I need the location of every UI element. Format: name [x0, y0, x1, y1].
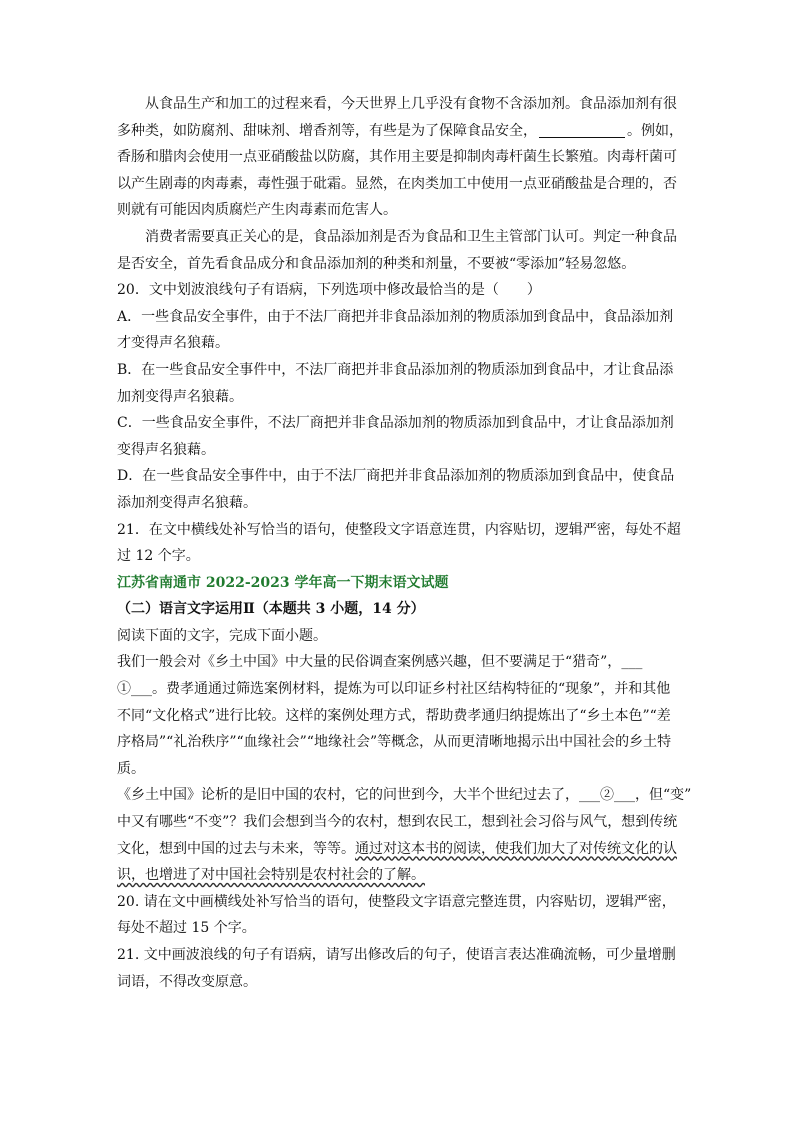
question-21-p2-line2: 词语，不得改变原意。 [117, 973, 257, 990]
option-c-line2: 变得声名狼藉。 [117, 441, 215, 458]
passage1-p1-line5: 则就有可能因肉质腐烂产生肉毒素而危害人。 [117, 202, 397, 219]
document-content [117, 91, 692, 995]
passage2-p2-line4 [117, 862, 677, 889]
question-20-p2-line2: 每处不超过 15 个字。 [117, 920, 256, 937]
passage2-p1-line3: 不同“文化格式”进行比较。这样的案例处理方式，帮助费孝通归纳提炼出了“乡土本色”“差 [117, 707, 671, 724]
question-20-p2-line1: 20. 请在文中画横线处补写恰当的语句，使整段文字语意完整连贯，内容贴切，逻辑严密， [117, 893, 676, 910]
option-a-line2: 才变得声名狼藉。 [117, 335, 229, 352]
passage1-p2-line1: 消费者需要真正关心的是，食品添加剂是否为食品和卫生主管部门认可。判定一种食品 [145, 228, 677, 245]
question-21-line1: 21．在文中横线处补写恰当的语句，使整段文字语意连贯，内容贴切，逻辑严密，每处不超 [117, 521, 681, 538]
question-21-p2-line1: 21. 文中画波浪线的句子有语病，请写出修改后的句子，使语言表达准确流畅，可少量增删 [117, 947, 676, 963]
section-heading: （二）语言文字运用Ⅱ（本题共 3 小题，14 分） [117, 601, 425, 618]
option-d-line1: D．在一些食品安全事件中，由于不法厂商把并非食品添加剂的物质添加到食品中，使食品 [117, 468, 675, 485]
passage2-p1-line5: 质。 [117, 760, 145, 777]
wavy-underlined-sentence-part1: 通过对这本书的阅读，使我们加大了对传统文化的认 [355, 840, 677, 857]
passage2-p1-line2-text: 。费孝通通过筛选案例材料，提炼为可以印证乡村社区结构特征的“现象”，并和其他 [152, 681, 671, 698]
passage2-p2-line3 [117, 836, 677, 863]
passage2-p1-line2 [117, 676, 677, 703]
passage1-p1-line4: 以产生剧毒的肉毒素，毒性强于砒霜。显然，在肉类加工中使用一点亚硝酸盐是合理的，否 [117, 175, 677, 192]
passage1-p1-line2-text-a: 多种类，如防腐剂、甜味剂、增香剂等，有些是为了保障食品安全， [117, 122, 537, 139]
passage2-p2-line1-text-a: 《乡土中国》论析的是旧中国的农村，它的问世到今，大半个世纪过去了， [117, 787, 579, 804]
blank-1-marker: ①___ [117, 681, 152, 698]
passage1-p1-line2-text-b: 。例如， [627, 122, 683, 139]
passage1-p1-line1: 从食品生产和加工的过程来看，今天世界上几乎没有食物不含添加剂。食品添加剂有很 [145, 96, 677, 112]
passage1-p1-line2 [117, 118, 683, 145]
passage2-p1-line1-text: 我们一般会对《乡土中国》中大量的民俗调查案例感兴趣，但不要满足于“猎奇”， [117, 654, 622, 671]
passage2-p2-line1 [117, 782, 692, 809]
passage2-p2-line1-text-b: ，但“变” [635, 787, 692, 804]
passage1-p2-line2: 是否安全，首先看食品成分和食品添加剂的种类和剂量，不要被“零添加”轻易忽悠。 [117, 255, 636, 272]
option-a-line1: A．一些食品安全事件，由于不法厂商把并非食品添加剂的物质添加到食品中，食品添加剂 [117, 308, 674, 325]
option-b-line2: 加剂变得声名狼藉。 [117, 388, 243, 405]
passage2-p2-line2: 中又有哪些“不变”？我们会想到当今的农村，想到农民工，想到社会习俗与风气，想到传统 [117, 814, 678, 831]
option-d-line2: 添加剂变得声名狼藉。 [117, 494, 257, 511]
blank-1-head: ___ [621, 654, 643, 671]
question-21-line2: 过 12 个字。 [117, 548, 200, 565]
source-heading: 江苏省南通市 2022-2023 学年高一下期末语文试题 [117, 574, 449, 591]
blank-2-marker: ___②___ [579, 787, 635, 804]
fill-blank [539, 123, 625, 138]
passage1-p1-line3: 香肠和腊肉会使用一点亚硝酸盐以防腐，其作用主要是抑制肉毒杆菌生长繁殖。肉毒杆菌可 [117, 149, 677, 166]
passage2-p2-line3-text-a: 文化，想到中国的过去与未来，等等。 [117, 840, 355, 857]
passage2-p1-line4: 序格局”“礼治秩序”“血缘社会”“地缘社会”等概念，从而更清晰地揭示出中国社会的乡土特 [117, 734, 672, 751]
passage2-p1-line1 [117, 649, 677, 676]
wavy-underlined-sentence-part2: 识，也增进了对中国社会特别是农村社会的了解。 [117, 867, 425, 884]
reading-instruction: 阅读下面的文字，完成下面小题。 [117, 627, 327, 644]
option-b-line1: B．在一些食品安全事件中，不法厂商把并非食品添加剂的物质添加到食品中，才让食品添 [117, 361, 674, 378]
option-c-line1: C．一些食品安全事件，不法厂商把并非食品添加剂的物质添加到食品中，才让食品添加剂 [117, 415, 674, 432]
question-20-stem: 20．文中划波浪线句子有语病，下列选项中修改最恰当的是（ ） [117, 282, 541, 299]
